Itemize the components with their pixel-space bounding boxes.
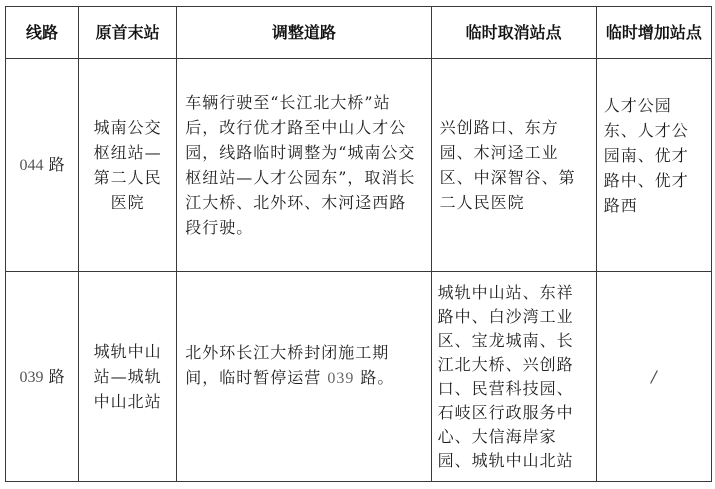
cancelled-stops-text: 兴创路口、东方园、木河迳工业区、中深智谷、第二人民医院 bbox=[439, 118, 576, 212]
cancelled-stops-cell bbox=[431, 272, 596, 482]
route-cell bbox=[6, 59, 79, 272]
header-added-stops-label: 临时增加站点 bbox=[605, 22, 702, 42]
added-stops-cell bbox=[596, 272, 711, 482]
adjustment-cell bbox=[177, 272, 431, 482]
cancelled-stops-cell bbox=[431, 59, 596, 272]
added-stops-text: / bbox=[651, 367, 657, 386]
adjustment-suffix: 路。 bbox=[360, 368, 395, 387]
header-added-stops bbox=[596, 7, 711, 59]
route-number: 044 bbox=[19, 157, 44, 174]
table-row bbox=[6, 272, 712, 482]
adjustment-text bbox=[177, 340, 430, 413]
endpoints-text: 城南公交枢纽站—第二人民医院 bbox=[93, 118, 162, 212]
added-stops-text: 人才公园东、人才公园南、优才路中、优才路西 bbox=[603, 95, 689, 215]
header-adjustment: 调整道路 bbox=[177, 7, 431, 59]
route-number: 039 bbox=[19, 368, 44, 386]
table-header-row bbox=[6, 7, 712, 59]
route-suffix: 路 bbox=[48, 366, 65, 386]
adjustment-prefix: 北外环长江大桥封闭施工期间，临时暂停运营 bbox=[185, 343, 390, 387]
table-row bbox=[6, 59, 712, 272]
adjustment-cell bbox=[177, 59, 431, 272]
header-route: 线路 bbox=[6, 7, 79, 59]
endpoints-cell bbox=[79, 272, 177, 482]
endpoints-text: 城轨中山站—城轨中山北站 bbox=[93, 342, 162, 411]
adjustment-route-number: 039 bbox=[327, 370, 355, 387]
route-cell bbox=[6, 272, 79, 482]
endpoints-cell bbox=[79, 59, 177, 272]
cancelled-stops-text: 城轨中山站、东祥路中、白沙湾工业区、宝龙城南、长江北大桥、兴创路口、民营科技园、石岐区行政服务中心、大信海岸家园、城轨中山北站 bbox=[437, 282, 574, 470]
route-adjustment-table bbox=[5, 6, 712, 482]
header-cancelled-stops: 临时取消站点 bbox=[431, 7, 596, 59]
added-stops-cell bbox=[596, 59, 711, 272]
header-endpoints: 原首末站 bbox=[79, 7, 177, 59]
adjustment-text: 车辆行驶至“长江北大桥”站后，改行优才路至中山人才公园，线路临时调整为“城南公交枢纽站—人才公园东”，取消长江大桥、北外环、木河迳西路段行驶。 bbox=[185, 93, 416, 237]
route-suffix: 路 bbox=[48, 155, 65, 174]
